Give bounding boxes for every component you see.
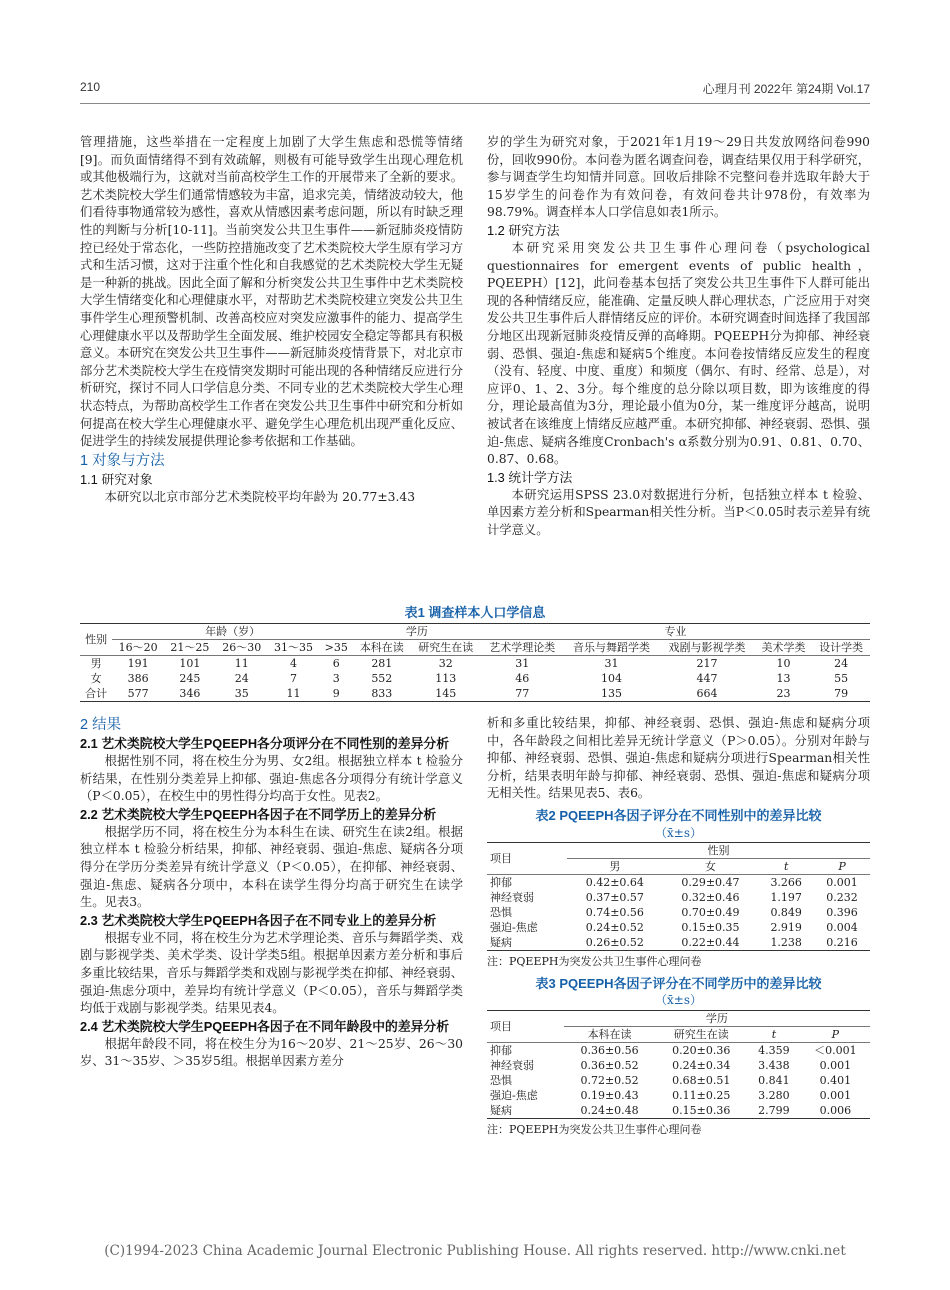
table3-subcaption: （x̄±s） [655,993,702,1008]
table-cell: 11 [234,657,249,670]
table-cell: 0.72±0.52 [580,1073,639,1087]
table-cell: 神经衰弱 [490,891,534,905]
table1-subhead: 艺术学理论类 [489,641,556,654]
table2 [487,842,870,951]
table-cell: 77 [515,687,530,700]
table-cell: 447 [696,672,718,685]
table-cell: 145 [435,687,457,700]
table2-note: 注：PQEEPH为突发公共卫生事件心理问卷 [487,955,702,969]
paragraph: 本研究以北京市部分艺术类院校平均年龄为 20.77±3.43 [104,489,416,504]
table-row [487,890,870,905]
table-cell: 0.22±0.44 [681,936,740,950]
table-cell: 0.24±0.52 [585,921,644,935]
table-cell: 245 [179,672,201,685]
table-cell: 0.001 [826,876,858,890]
table2-col-head: 男 [609,860,621,874]
table-cell: 0.26±0.52 [585,936,644,950]
table-cell: 31 [604,657,619,670]
header-rule [80,103,870,104]
table1-subhead: 21～25 [170,641,210,654]
table3-group-label: 学历 [564,1010,870,1026]
subsection-heading: 1.2 研究方法 [487,222,560,238]
table-cell: 346 [179,687,201,700]
table-cell: 101 [179,657,201,670]
section-heading: 2 结果 [80,717,122,733]
table-cell: 7 [290,672,298,685]
table-cell: 0.29±0.47 [681,876,740,890]
table2-subcaption: （x̄±s） [655,825,702,840]
table-cell: 1.238 [770,936,802,950]
table1-subhead: 设计学类 [819,641,864,654]
right-column-top [487,134,870,539]
table-cell: 0.849 [770,906,802,920]
table-cell: 35 [234,687,249,700]
table2-col-head: t [783,860,789,874]
table1-gender-label: 性别 [80,624,112,656]
paragraph: 本研究采用突发公共卫生事件心理问卷（psychological questionnaires for emergent events of public health，PQEEPH）[12]，此问卷基本包括了突发公共卫生事件下人群可能出现的各种情绪反应，能准确、定量反映人群心理状态，广泛应用于对突发公共卫生事件后人群情绪反应的评价。本研究调查时间选择了我国部分地区出现新冠肺炎疫情反弹的高峰期。PQEEPH分为抑郁、神经衰弱、恐惧、强迫-焦虑和疑病5个维度。本问卷按情绪反应发生的程度（没有、轻度、中度、重度）和频度（偶尔、有时、经常、总是），对应评0、1、2、3分。每个维度的总分除以项目数，即为该维度的得分，理论最高值为3分，理论最小值为0分，某一维度评分越高，说明被试者在该维度上情绪反应越严重。本研究抑郁、神经衰弱、恐惧、强迫-焦虑、疑病各维度Cronbach's α系数分别为0.91、0.81、0.70、0.87、0.68。 [487,240,870,467]
table-row [487,1073,870,1088]
table-cell: 0.24±0.34 [672,1058,731,1072]
table-cell: 0.19±0.43 [580,1088,639,1102]
table-cell: 281 [371,657,393,670]
paragraph: 本研究运用SPSS 23.0对数据进行分析，包括独立样本 t 检验、单因素方差分析和Spearman相关性分析。当P＜0.05时表示差异有统计学意义。 [487,487,870,537]
table-cell: 2.919 [770,921,802,935]
subsection-heading: 2.3 艺术类院校大学生PQEEPH各因子在不同专业上的差异分析 [80,912,437,928]
table2-block [487,807,870,971]
table-cell: 恐惧 [490,906,512,920]
table-row [487,875,870,891]
table-cell: ＜0.001 [814,1043,857,1057]
paragraph: 根据学历不同，将在校生分为本科生在读、研究生在读2组。根据独立样本 t 检验分析结果，抑郁、神经衰弱、强迫-焦虑、疑病各分项得分在学历分类差异有统计学意义（P＜0.05），在抑郁、神经衰弱、强迫-焦虑、疑病各分项中，本科在读学生得分均高于研究生在读学生。见表3。 [80,824,463,910]
table-cell: 0.36±0.56 [580,1043,639,1057]
right-column-bottom [487,715,870,1139]
table-row [487,935,870,951]
table3-item-label: 项目 [487,1010,564,1042]
table-cell: 31 [515,657,530,670]
table-cell: 女 [90,672,102,685]
table-cell: 0.15±0.35 [681,921,740,935]
table-row [80,686,870,702]
table3-col-head: 本科在读 [587,1027,632,1041]
table-cell: 合计 [85,687,108,700]
table-cell: 386 [127,672,149,685]
table-cell: 79 [834,687,849,700]
table2-caption: 表2 PQEEPH各因子评分在不同性别中的差异比较 [535,807,822,823]
table-cell: 0.004 [826,921,858,935]
journal-info: 心理月刊 2022年 第24期 Vol.17 [702,82,870,96]
table-cell: 104 [600,672,622,685]
table-cell: 46 [515,672,530,685]
table-cell: 9 [332,687,340,700]
table-cell: 135 [600,687,622,700]
table-cell: 23 [776,687,791,700]
table-cell: 3.438 [758,1058,790,1072]
table-cell: 4.359 [758,1043,790,1057]
table2-col-head: P [838,860,846,874]
left-column-bottom [80,715,463,1071]
table-cell: 0.006 [819,1103,852,1117]
table-cell: 4 [290,657,298,670]
table2-item-label: 项目 [487,843,567,875]
table-cell: 强迫-焦虑 [490,921,538,935]
table-cell: 113 [435,672,457,685]
table1-subhead: 研究生在读 [418,641,474,654]
table-row [487,1058,870,1073]
table1-subhead: 戏剧与影视学类 [668,641,746,654]
table1-caption: 表1 调查样本人口学信息 [404,605,546,620]
paragraph: 根据性别不同，将在校生分为男、女2组。根据独立样本 t 检验分析结果，在性别分类差异上抑郁、强迫-焦虑各分项得分有统计学意义（P＜0.05），在校生中的男性得分均高于女性。见表2。 [80,754,463,804]
subsection-heading: 2.4 艺术类院校大学生PQEEPH各因子在不同年龄段中的差异分析 [80,1018,450,1034]
table1-subhead: 31～35 [274,641,314,654]
table-cell: 强迫-焦虑 [490,1088,538,1102]
table-cell: 0.68±0.51 [672,1073,731,1087]
table-cell: 32 [438,657,453,670]
table-cell: 24 [834,657,849,670]
table2-col-head: 女 [704,860,716,874]
table3-col-head: P [831,1027,840,1041]
table-row [80,656,870,672]
table-cell: 664 [696,687,718,700]
table3-caption: 表3 PQEEPH各因子评分在不同学历中的差异比较 [535,975,822,991]
table-cell: 0.32±0.46 [681,891,740,905]
table-row [487,1088,870,1103]
table-cell: 0.42±0.64 [585,876,644,890]
table-cell: 0.70±0.49 [681,906,740,920]
table-row [487,920,870,935]
table-cell: 0.001 [819,1088,852,1102]
subsection-heading: 2.1 艺术类院校大学生PQEEPH各分项评分在不同性别的差异分析 [80,736,450,751]
table-cell: 55 [834,672,849,685]
left-column-top [80,134,463,506]
table-cell: 0.001 [819,1058,852,1072]
table-cell: 0.74±0.56 [585,906,644,920]
paragraph: 岁的学生为研究对象，于2021年1月19～29日共发放网络问卷990份，回收990份。本问卷为匿名调查问卷，调查结果仅用于科学研究，参与调查学生均知情并同意。回收后排除不完整问卷并选取年龄大于15岁学生的问卷作为有效问卷，有效问卷共计978份，有效率为98.79%。调查样本人口学信息如表1所示。 [487,135,870,220]
table-cell: 2.799 [758,1103,790,1117]
table1-subhead: 音乐与舞蹈学类 [572,641,650,654]
table-cell: 552 [371,672,393,685]
table-cell: 1.197 [770,891,802,905]
table1-edu-label: 学历 [353,624,481,640]
copyright-footer: (C)1994-2023 China Academic Journal Electronic Publishing House. All rights reserved. http://www.cnki.net [104,1243,846,1259]
table-cell: 24 [234,672,249,685]
table1-age-label: 年龄（岁） [112,624,353,640]
table3-col-head: 研究生在读 [673,1027,729,1041]
table-row [80,671,870,686]
table-cell: 0.36±0.52 [580,1058,639,1072]
table-cell: 抑郁 [490,1043,512,1057]
table1-major-label: 专业 [481,624,870,640]
table-cell: 0.396 [826,906,858,920]
table2-group-label: 性别 [567,843,870,859]
table-cell: 11 [286,687,301,700]
table-cell: 577 [127,687,149,700]
table3-block [487,975,870,1139]
table1-subhead: 本科在读 [359,641,404,654]
table-cell: 6 [332,657,340,670]
table-cell: 3.266 [770,876,802,890]
table-cell: 217 [696,657,718,670]
table-cell: 191 [127,657,149,670]
table-cell: 恐惧 [490,1073,512,1087]
subsection-heading: 1.3 统计学方法 [487,469,573,485]
table3-col-head: t [771,1027,777,1041]
table-cell: 833 [371,687,393,700]
table-cell: 0.24±0.48 [580,1103,639,1117]
table-cell: 0.11±0.25 [672,1088,731,1102]
table-cell: 10 [776,657,791,670]
table-cell: 0.37±0.57 [585,891,644,905]
table-cell: 0.15±0.36 [672,1103,731,1117]
table1 [80,623,870,702]
table-cell: 男 [90,657,102,670]
paragraph: 管理措施，这些举措在一定程度上加剧了大学生焦虑和恐慌等情绪[9]。而负面情绪得不到有效疏解，则极有可能导致学生出现心理危机或其他极端行为，这就对当前高校学生工作的开展带来了全新的要求。艺术类院校大学生们通常情感较为丰富，追求完美，情绪波动较大，他们看待事物通常较为感性，喜欢从情感因素考虑问题，所以有时缺乏理性的判断与分析[10-11]。当前突发公共卫生事件——新冠肺炎疫情防控已经处于常态化，一些防控措施改变了艺术类院校大学生原有学习方式和生活习惯，这对于注重个性化和自我感觉的艺术类院校大学生无疑是一种新的挑战。因此全面了解和分析突发公共卫生事件中艺术类院校大学生情绪变化和心理健康水平，对帮助艺术类院校建立突发公共卫生事件学生心理预警机制、改善高校应对突发应激事件的能力、提高学生心理健康水平以及帮助学生全面发展、维护校园安全稳定等都具有积极意义。本研究在突发公共卫生事件——新冠肺炎疫情背景下，对北京市部分艺术类院校大学生在疫情突发期时可能出现的各种情绪反应进行分析研究，探讨不同人口学信息分类、不同专业的艺术类院校大学生心理状态特点，为帮助高校学生工作者在突发公共卫生事件中研究和分析如何提高在校大学生心理健康水平、避免学生心理危机出现严重化反应、促进学生的持续发展提供理论参考依据和工作基础。 [80,135,463,449]
page-number: 210 [80,80,101,94]
table-cell: 0.401 [819,1073,852,1087]
table1-subhead: 26～30 [222,641,262,654]
table1-subhead: 16～20 [118,641,158,654]
table-row [487,905,870,920]
paragraph: 根据专业不同，将在校生分为艺术学理论类、音乐与舞蹈学类、戏剧与影视学类、美术学类、设计学类5组。根据单因素方差分析和事后多重比较结果，音乐与舞蹈学类和戏剧与影视学类在抑郁、神经衰弱、强迫-焦虑分项中，差异均有统计学意义（P＜0.05），音乐与舞蹈学类均低于戏剧与影视学类。结果见表4。 [80,930,463,1016]
table-cell: 0.20±0.36 [672,1043,731,1057]
table-cell: 3.280 [758,1088,790,1102]
table-cell: 神经衰弱 [490,1058,534,1072]
table-cell: 抑郁 [490,876,512,890]
table-cell: 0.232 [826,891,858,905]
table3 [487,1010,870,1119]
section-heading: 1 对象与方法 [80,452,165,469]
paragraph: 根据年龄段不同，将在校生分为16～20岁、21～25岁、26～30岁、31～35岁、＞35岁5组。根据单因素方差分 [80,1036,463,1069]
subsection-heading: 2.2 艺术类院校大学生PQEEPH各因子在不同学历上的差异分析 [80,806,437,822]
table-cell: 3 [332,672,340,685]
table1-subhead: >35 [324,641,348,654]
table-row [487,1042,870,1058]
table3-note: 注：PQEEPH为突发公共卫生事件心理问卷 [487,1122,702,1136]
subsection-heading: 1.1 研究对象 [80,471,153,487]
table-cell: 13 [776,672,791,685]
table-cell: 0.841 [758,1073,790,1087]
table1-subhead: 美术学类 [761,641,806,654]
table-cell: 疑病 [490,936,512,950]
table-cell: 0.216 [826,936,858,950]
table-row [487,1103,870,1119]
table-cell: 疑病 [490,1103,512,1117]
paragraph: 析和多重比较结果，抑郁、神经衰弱、恐惧、强迫-焦虑和疑病分项中，各年龄段之间相比差异无统计学意义（P＞0.05）。分别对年龄与抑郁、神经衰弱、恐惧、强迫-焦虑和疑病分项进行Spearman相关性分析，结果表明年龄与抑郁、神经衰弱、恐惧、强迫-焦虑和疑病分项无相关性。结果见表5、表6。 [487,716,870,801]
